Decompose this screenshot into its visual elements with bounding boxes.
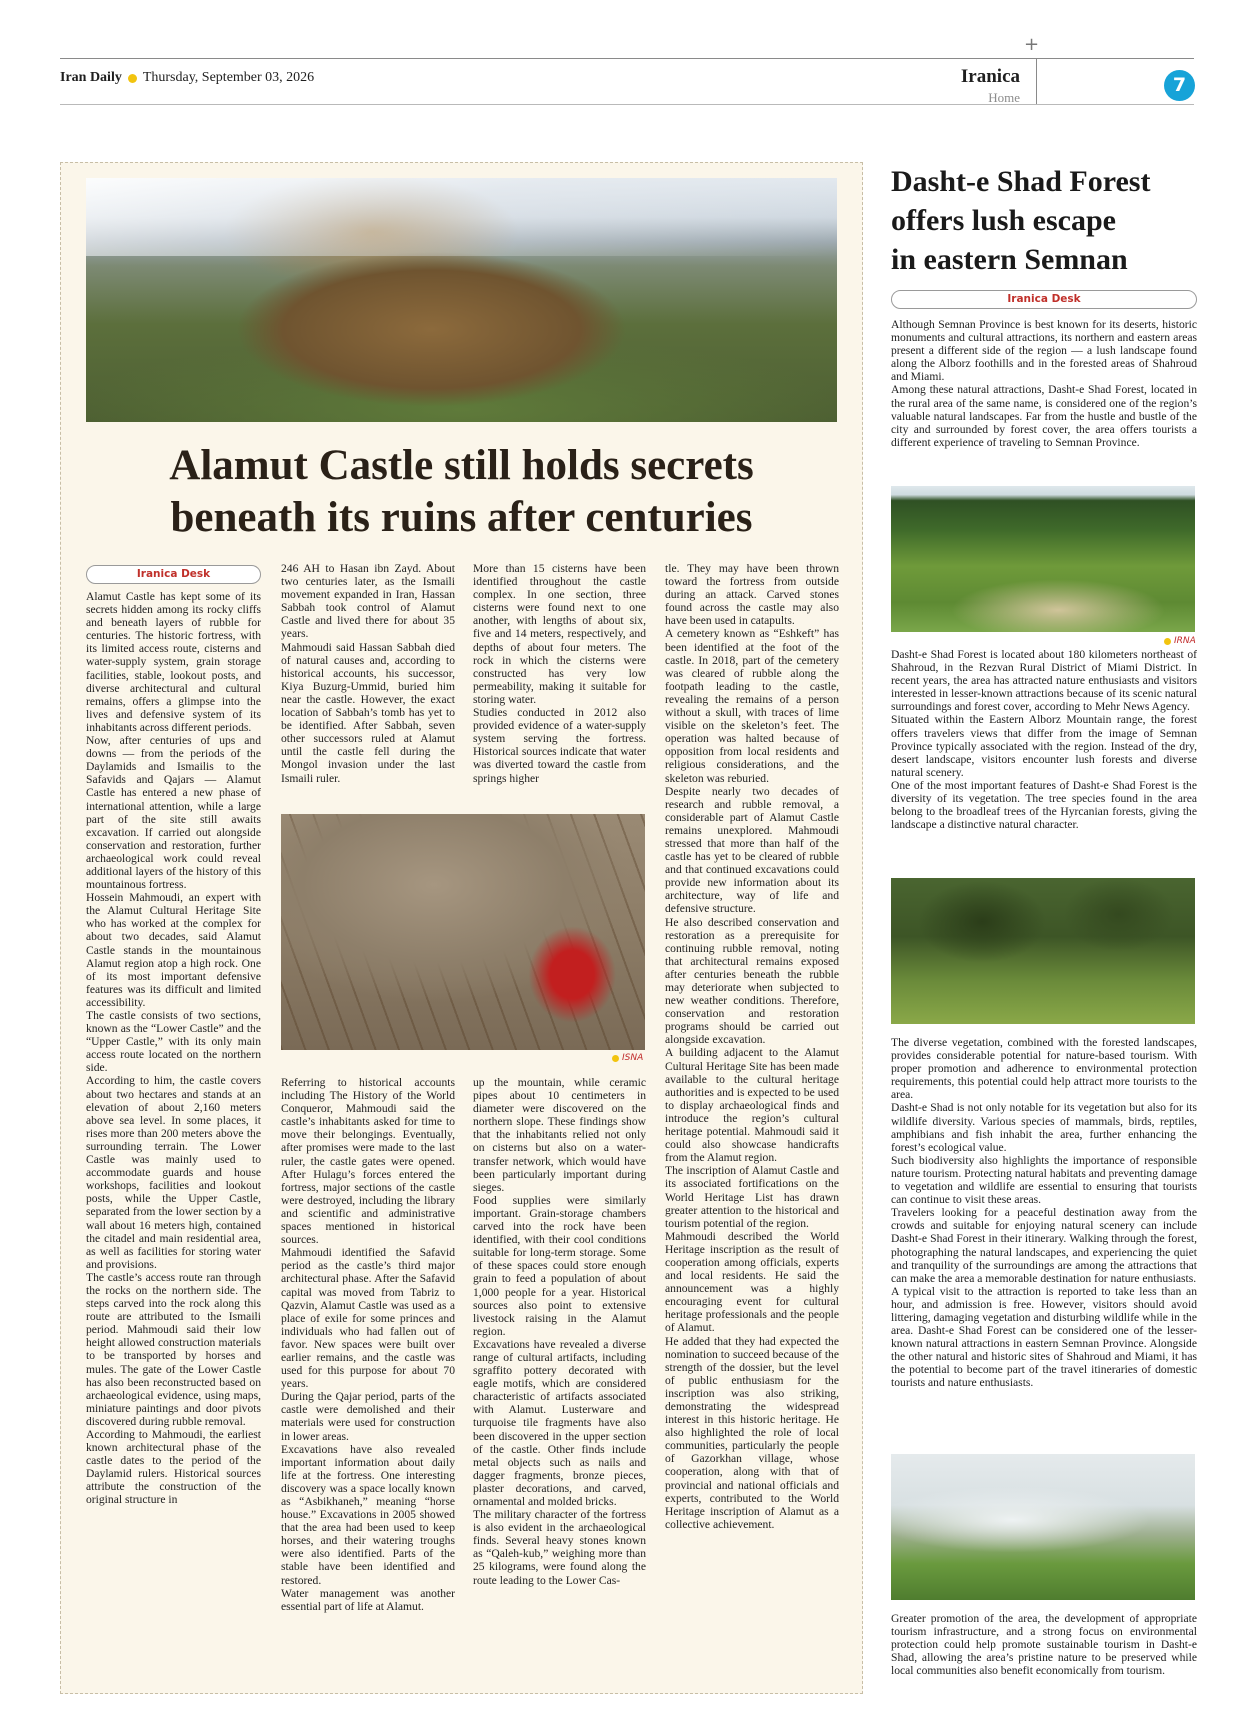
forest-meadow-photo (891, 486, 1195, 632)
paragraph: Studies conducted in 2012 also provided evidence of a water-supply system serving the fortress. Historical sources indicate that water was diverted toward the castle from springs higher (473, 706, 646, 785)
side-headline-line2: offers lush escape (891, 204, 1116, 237)
main-col-1 (86, 590, 261, 1507)
main-col-4 (665, 562, 839, 1531)
paragraph: According to him, the castle covers about two hectares and stands at an elevation of about 2,160 meters above sea level. In some places, it rises more than 200 meters above the surrounding terrain. The Lower Castle was mainly used to accommodate guards and house workshops, facilities and lookout posts, while the Upper Castle, separated from the lower section by a wall about 16 meters high, contained the citadel and main residential area, as well as facilities for storing water and provisions. (86, 1074, 261, 1271)
side-block-1 (891, 318, 1197, 449)
side-block-3 (891, 1036, 1197, 1390)
plus-icon: + (1024, 34, 1040, 55)
main-headline-line1: Alamut Castle still holds secrets (169, 442, 754, 489)
paragraph: The military character of the fortress is also evident in the archaeological finds. Several heavy stones known as “Qaleh-kub,” weighing more than 25 kilograms, were found along the route leading to the Lower Cas- (473, 1508, 646, 1587)
forest-fog-photo (891, 1454, 1195, 1600)
paragraph: Referring to historical accounts including The History of the World Conqueror, Mahmoudi said the castle’s inhabitants asked for time to move their belongings. Eventually, after promises were made to the last ruler, the castle gates were opened. After Hulagu’s forces entered the fortress, major sections of the castle were destroyed, including the library and scientific and administrative spaces mentioned in historical sources. (281, 1076, 455, 1247)
masthead-left (60, 70, 314, 86)
alamut-castle-photo (86, 178, 837, 422)
paragraph: The inscription of Alamut Castle and its associated fortifications on the World Heritage List has drawn greater attention to the historical and tourism potential of the region. (665, 1164, 839, 1230)
side-headline-line3: in eastern Semnan (891, 243, 1128, 276)
paragraph: 246 AH to Hasan ibn Zayd. About two centuries later, as the Ismaili movement expanded in Iran, Hassan Sabbah took control of Alamut Castle and lived there for about 35 years. (281, 562, 455, 641)
paragraph: Excavations have also revealed important information about daily life at the fortress. One interesting discovery was a space locally known as “Asbikhaneh,” meaning “horse house.” Excavations in 2005 showed that the area had been used to keep horses, and their watering troughs were also identified. Parts of the stable have been identified and restored. (281, 1442, 455, 1587)
masthead-divider (1036, 58, 1037, 104)
paragraph: Greater promotion of the area, the development of appropriate tourism infrastructure, and a strong focus on environmental protection could help promote sustainable tourism in Dasht-e Shad, allowing the area’s pristine nature to be preserved while local communities also benefit economically from tourism. (891, 1612, 1197, 1678)
mountain-snow (86, 178, 837, 256)
credit-text: ISNA (622, 1053, 644, 1063)
side-headline-line1: Dasht-e Shad Forest (891, 165, 1151, 198)
main-col-3-bottom (473, 1076, 646, 1587)
credit-text: IRNA (1174, 636, 1196, 646)
paragraph: Food supplies were similarly important. Grain-storage chambers carved into the rock have been identified, with their cool conditions suitable for long-term storage. Some of these spaces could store enough grain to feed a population of about 1,000 people for a year. Historical sources also point to extensive livestock raising in the Alamut region. (473, 1193, 646, 1338)
main-col-3-top (473, 562, 646, 785)
photo-credit-irna (1164, 636, 1196, 646)
section-label (900, 66, 1020, 106)
issue-date: Thursday, September 03, 2026 (142, 70, 315, 85)
paragraph: up the mountain, while ceramic pipes about 10 centimeters in diameter were discovered on the northern slope. These findings show that the inhabitants relied not only on cisterns but also on a water-transfer network, which would have been particularly important during sieges. (473, 1076, 646, 1194)
paragraph: Dasht-e Shad is not only notable for its vegetation but also for its wildlife diversity. Various species of mammals, birds, reptiles, amphibians and fish inhabit the area, further enhancing the forest’s ecological value. (891, 1101, 1197, 1154)
credit-dot-icon (612, 1055, 619, 1062)
paragraph: A building adjacent to the Alamut Cultural Heritage Site has been made available to the cultural heritage authorities and is expected to be used to display archaeological finds and introduce the region’s cultural heritage potential. Mahmoudi said it could also showcase handicrafts from the Alamut region. (665, 1046, 839, 1165)
credit-dot-icon (1164, 638, 1171, 645)
paragraph: The castle consists of two sections, known as the “Lower Castle” and the “Upper Castle,” with its only main access route located on the northern side. (86, 1009, 261, 1075)
main-headline (70, 440, 853, 544)
paragraph: The diverse vegetation, combined with the forested landscapes, provides considerable potential for nature-based tourism. With proper promotion and adherence to environmental protection requirements, this potential could help attract more tourists to the area. (891, 1036, 1197, 1102)
paragraph: A cemetery known as “Eshkeft” has been identified at the foot of the castle. In 2018, part of the cemetery was cleared of rubble along the footpath leading to the castle, revealing the remains of a person without a skull, with traces of lime visible on the skeleton’s feet. The operation was halted because of opposition from local residents and religious considerations, and the skeleton was reburied. (665, 627, 839, 785)
photo-credit-isna (612, 1053, 643, 1063)
paragraph: Mahmoudi described the World Heritage inscription as the result of cooperation among officials, experts and local residents. He said the announcement was a highly encouraging event for cultural heritage professionals and the people of Alamut. (665, 1229, 839, 1335)
paragraph: He also described conservation and restoration as a prerequisite for continuing rubble removal, noting that architectural remains exposed after centuries beneath the rubble may deteriorate when subjected to new weather conditions. Therefore, conservation and restoration programs should be carried out alongside excavation. (665, 915, 839, 1047)
paragraph: According to Mahmoudi, the earliest known architectural phase of the castle dates to the period of the Daylamid rulers. Historical sources attribute the construction of the original structure in (86, 1428, 261, 1507)
paragraph: During the Qajar period, parts of the castle were demolished and their materials were used for construction in lower areas. (281, 1390, 455, 1443)
paragraph: Among these natural attractions, Dasht-e Shad Forest, located in the rural area of the same name, is considered one of the region’s valuable natural landscapes. Far from the hustle and bustle of the city and surrounded by forest cover, the area offers tourists a different experience of traveling to Semnan Province. (891, 383, 1197, 449)
main-headline-line2: beneath its ruins after centuries (170, 494, 753, 541)
main-byline: Iranica Desk (86, 565, 261, 584)
section-name[interactable]: Iranica (960, 66, 1020, 87)
section-home-link[interactable]: Home (988, 90, 1020, 105)
side-headline (891, 162, 1197, 279)
paragraph: Mahmoudi said Hassan Sabbah died of natural causes and, according to historical accounts, his successor, Kiya Buzurg-Ummid, buried him near the castle. However, the exact location of Sabbah’s tomb has yet to be identified. After Sabbah, seven other successors ruled at Alamut until the castle fell during the Mongol invasion under the last Ismaili ruler. (281, 640, 455, 785)
side-block-4 (891, 1612, 1197, 1677)
paragraph: Excavations have revealed a diverse range of cultural artifacts, including sgraffito pottery decorated with eagle motifs, which are considered characteristic of artifacts associated with Alamut. Lusterware and turquoise tile fragments have also been discovered in the upper section of the castle. Other finds include metal objects such as nails and dagger fragments, bronze pieces, plaster decorations, and carved, ornamental and molded bricks. (473, 1337, 646, 1508)
paragraph: Water management was another essential part of life at Alamut. (281, 1586, 455, 1613)
excavation-photo (281, 814, 645, 1050)
paragraph: Despite nearly two decades of research and rubble removal, a considerable part of Alamut Castle remains unexplored. Mahmoudi stressed that more than half of the castle has yet to be cleared of rubble and that continued excavations could provide new information about its architecture, way of life and defensive structure. (665, 784, 839, 916)
paragraph: A typical visit to the attraction is reported to take less than an hour, and admission is free. However, visitors should avoid littering, damaging vegetation and disturbing wildlife while in the area. Dasht-e Shad Forest can be considered one of the lesser-known natural attractions in eastern Semnan Province. Alongside the other natural and historic sites of Shahroud and Miami, it has the potential to become part of the travel itineraries of domestic tourists and nature enthusiasts. (891, 1284, 1197, 1390)
paragraph: The castle’s access route ran through the rocks on the northern side. The steps carved into the rock along this route are attributed to the Ismaili period. Mahmoudi said their low height allowed construction materials to be transported by horses and mules. The gate of the Lower Castle has also been reconstructed based on archaeological evidence, using maps, miniature paintings and door pivots discovered during rubble removal. (86, 1270, 261, 1428)
paragraph: Situated within the Eastern Alborz Mountain range, the forest offers travelers views that differ from the image of Semnan Province typically associated with the region. Instead of the dry, desert landscape, visitors encounter lush forests and diverse natural scenery. (891, 713, 1197, 779)
page-number-badge: 7 (1164, 70, 1195, 101)
paragraph: Hossein Mahmoudi, an expert with the Alamut Cultural Heritage Site who has worked at the complex for about two decades, said Alamut Castle stands in the mountainous Alamut region atop a high rock. One of its most important defensive features was its difficult and limited accessibility. (86, 891, 261, 1009)
main-col-2-bottom (281, 1076, 455, 1613)
newspaper-brand[interactable]: Iran Daily (60, 70, 122, 85)
paragraph: One of the most important features of Dasht-e Shad Forest is the diversity of its vegetation. The tree species found in the area belong to the broadleaf trees of the Hyrcanian forests, giving the landscape a distinctive natural character. (891, 778, 1197, 832)
paragraph: Alamut Castle has kept some of its secrets hidden among its rocky cliffs and beneath layers of rubble for centuries. The historic fortress, with its limited access route, cisterns and water-supply system, grain storage facilities, stable, lookout posts, and diverse architectural and cultural remains, offers a glimpse into the lives and defensive system of its inhabitants across different periods. (86, 590, 261, 734)
paragraph: Although Semnan Province is best known for its deserts, historic monuments and cultural attractions, its northern and eastern areas present a different side of the region — a lush landscape found along the Alborz foothills and in the forested areas of Shahroud and Miami. (891, 318, 1197, 384)
paragraph: tle. They may have been thrown toward the fortress from outside during an attack. Carved stones found across the castle may also have been used in catapults. (665, 562, 839, 628)
paragraph: He added that they had expected the nomination to succeed because of the strength of the dossier, but the level of public enthusiasm for the inscription was also striking, demonstrating the widespread interest in this historic heritage. He also highlighted the role of local communities, particularly the people of Gazorkhan village, whose cooperation, along with that of provincial and national officials and experts, contributed to the World Heritage inscription of Alamut as a collective achievement. (665, 1334, 839, 1531)
masthead-top-rule (60, 58, 1194, 59)
paragraph: Such biodiversity also highlights the importance of responsible nature tourism. Protecting natural habitats and preventing damage to vegetation and wildlife are essential to ensuring that tourists can continue to visit these areas. (891, 1153, 1197, 1207)
side-byline: Iranica Desk (891, 290, 1197, 309)
paragraph: More than 15 cisterns have been identified throughout the castle complex. In one section, three cisterns were found next to one another, with lengths of about six, five and 14 meters, respectively, and depths of about four meters. The rock in which the cisterns were constructed has very low permeability, making it suitable for storing water. (473, 562, 646, 706)
masthead-bottom-rule (60, 104, 1194, 105)
yellow-dot-icon (128, 74, 137, 83)
paragraph: Mahmoudi identified the Safavid period as the castle’s third major architectural phase. After the Safavid capital was moved from Tabriz to Qazvin, Alamut Castle was used as a place of exile for some princes and individuals who had fallen out of favor. New spaces were built over earlier remains, and the castle was used for this purpose for about 70 years. (281, 1246, 455, 1391)
forest-trees-photo (891, 878, 1195, 1024)
main-col-2-top (281, 562, 455, 785)
paragraph: Now, after centuries of ups and downs — from the periods of the Daylamids and Ismailis to the Safavids and Qajars — Alamut Castle has entered a new phase of international attention, while a large part of the site still awaits excavation. If carried out alongside conservation and restoration, further archaeological work could reveal additional layers of the history of this mountainous fortress. (86, 734, 261, 892)
side-block-2 (891, 648, 1197, 831)
paragraph: Dasht-e Shad Forest is located about 180 kilometers northeast of Shahroud, in the Rezvan Rural District of Miami District. In recent years, the area has attracted nature enthusiasts and visitors interested in lesser-known attractions because of its scenic natural surroundings and forest cover, according to Mehr News Agency. (891, 648, 1197, 714)
paragraph: Travelers looking for a peaceful destination away from the crowds and suitable for enjoying natural scenery can include Dasht-e Shad Forest in their itinerary. Walking through the forest, photographing the natural landscapes, and experiencing the quiet and tranquility of the surroundings are among the attractions that can make the area a memorable destination for nature enthusiasts. (891, 1206, 1197, 1285)
